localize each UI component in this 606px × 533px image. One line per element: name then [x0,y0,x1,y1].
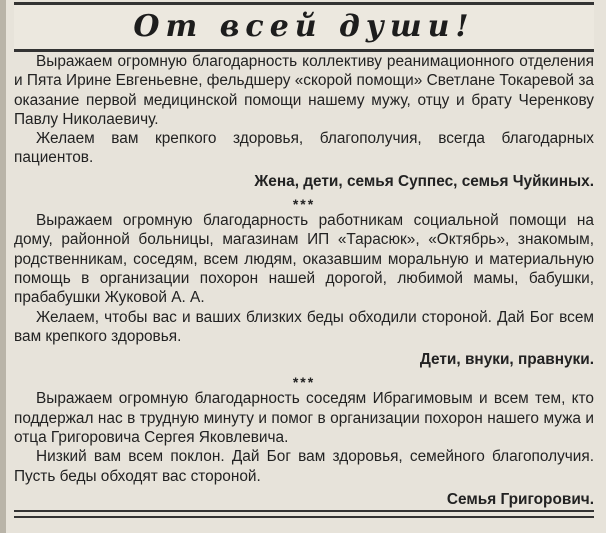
notice-2-paragraph-1: Выражаем огромную благодарность работникам социальной помощи на дому, районной больницы, магазинам ИП «Тарасюк», «Октябрь», знакомым, родственникам, соседям, всем людям, оказавшим моральную и материальную помощь в организации похорон нашей дорогой, любимой мамы, бабушки, прабабушки Жуковой А. А. [14,212,594,307]
separator-1: *** [292,196,316,213]
notices-column [14,52,594,515]
footer-rule-bottom [14,516,594,518]
footer-rule-top [14,510,594,512]
separator-2: *** [292,374,316,391]
notice-block-1 [14,52,594,191]
notice-2-paragraph-2: Желаем, чтобы вас и ваших близких беды обходили стороной. Дай Бог всем вам крепкого здоровья. [14,308,594,345]
notice-3-paragraph-1: Выражаем огромную благодарность соседям Ибрагимовым и всем тем, кто поддержал нас в трудную минуту и помог в организации похорон нашего мужа и отца Григоровича Сергея Яковлевича. [14,390,594,447]
notice-1-paragraph-1: Выражаем огромную благодарность коллективу реанимационного отделения и Пята Ирине Евгеньевне, фельдшеру «скорой помощи» Светлане Токаревой за оказание первой медицинской помощи нашему мужу, отцу и брату Черенкову Павлу Николаевичу. [14,53,594,128]
notice-2-signature: Дети, внуки, правнуки. [419,351,594,369]
section-header [14,2,594,52]
notice-1-paragraph-2: Желаем вам крепкого здоровья, благополучия, всегда благодарных пациентов. [14,130,594,167]
notice-block-3 [14,375,594,509]
notice-1-signature: Жена, дети, семья Суппес, семья Чуйкиных. [254,172,594,190]
page-edge [0,0,6,533]
notice-3-paragraph-2: Низкий вам всем поклон. Дай Бог вам здоровья, семейного благополучия. Пусть беды обходят вас стороной. [14,448,594,485]
notice-block-2 [14,197,594,369]
section-title: От всей души! [133,9,475,44]
notice-3-signature: Семья Григорович. [446,490,594,508]
